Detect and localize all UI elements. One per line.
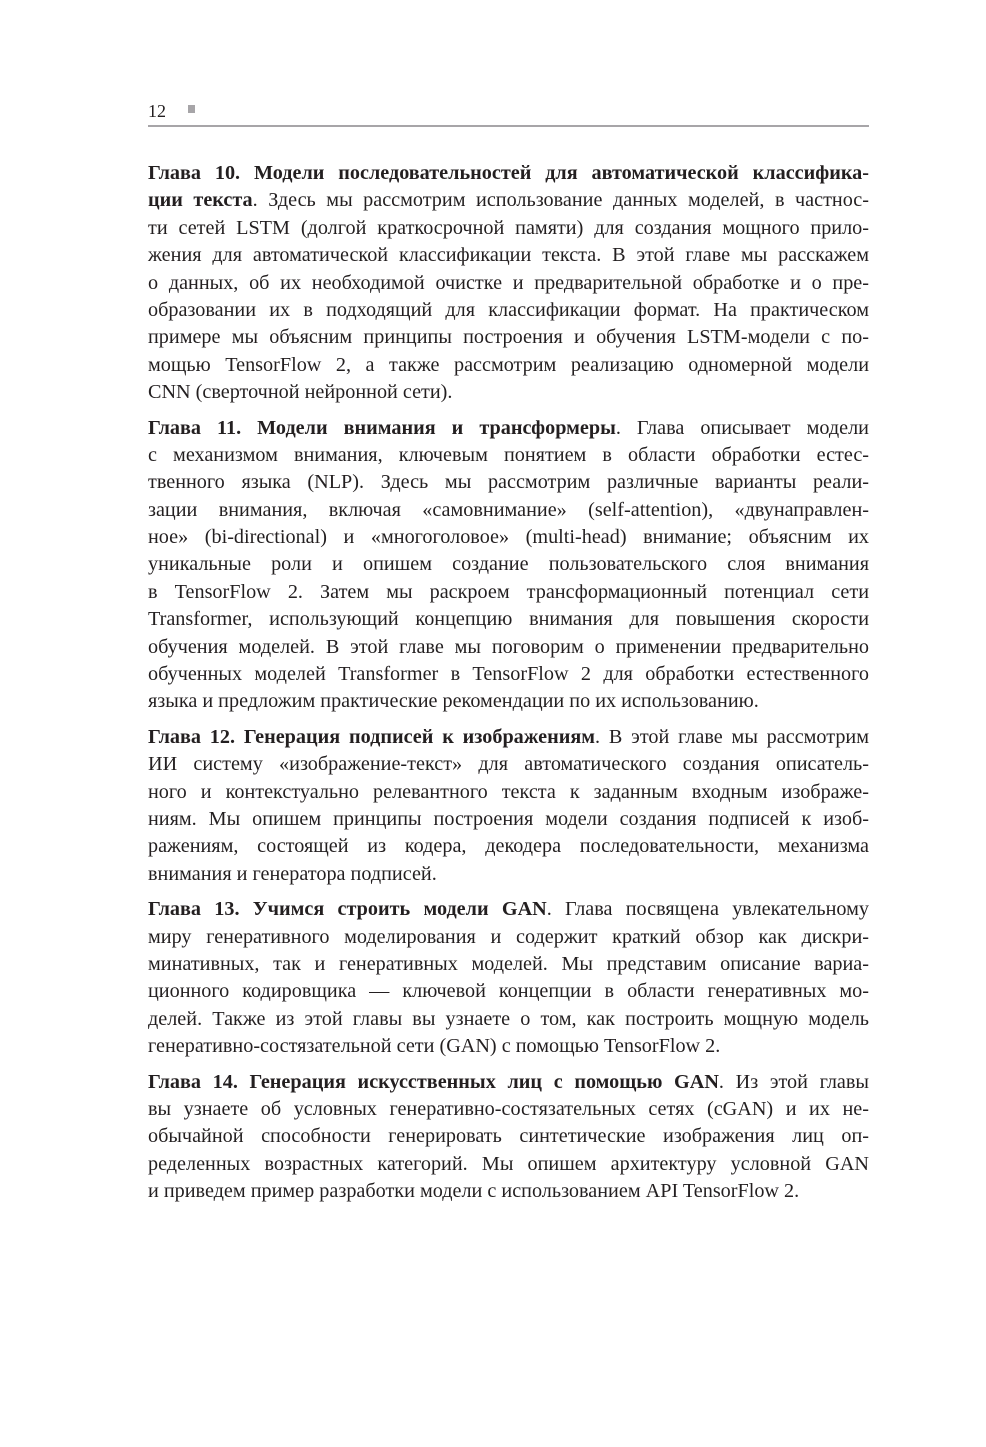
text-line-content <box>148 187 869 214</box>
body-text: уникальные роли и опишем создание пользовательского слоя внимания <box>148 553 869 576</box>
page-header <box>148 98 869 128</box>
text-line <box>148 978 869 1005</box>
text-line-content <box>148 469 869 496</box>
text-line <box>148 469 869 496</box>
body-text: ниям. Мы опишем принципы построения модели создания подписей к изоб- <box>148 807 869 830</box>
text-line-content <box>148 270 869 297</box>
text-line <box>148 379 869 406</box>
text-line <box>148 751 869 778</box>
text-line <box>148 924 869 951</box>
body-text: ИИ систему «изображение-текст» для автоматического создания описатель- <box>148 753 869 776</box>
text-line-content <box>148 1069 869 1096</box>
text-line <box>148 1123 869 1150</box>
text-line <box>148 1069 869 1096</box>
body-text: жения для автоматической классификации текста. В этой главе мы расскажем <box>148 244 869 267</box>
chapter-description <box>148 160 869 407</box>
text-line-content <box>148 242 869 269</box>
text-line <box>148 833 869 860</box>
text-line-content <box>148 579 869 606</box>
text-line-content <box>148 688 869 715</box>
body-text: примере мы объясним принципы построения и обучения LSTM-модели с по- <box>148 326 869 349</box>
chapter-description <box>148 724 869 888</box>
body-text: образовании их в подходящий для классификации формат. На практическом <box>148 298 869 321</box>
text-line-content <box>148 379 869 406</box>
text-line-content <box>148 951 869 978</box>
chapter-description <box>148 1069 869 1206</box>
text-line <box>148 524 869 551</box>
body-text: мощью TensorFlow 2, а также рассмотрим реализацию одномерной модели <box>148 353 869 376</box>
text-line-content <box>148 215 869 242</box>
text-line <box>148 1006 869 1033</box>
chapter-title: ции текста <box>148 189 253 212</box>
body-text: ное» (bi-directional) и «многоголовое» (multi-head) внимание; объясним их <box>148 526 869 549</box>
chapter-title: Глава 12. Генерация подписей к изображениям <box>148 725 596 748</box>
body-text: ного и контекстуально релевантного текста к заданным входным изображе- <box>148 780 869 803</box>
page-body <box>148 160 869 1213</box>
text-line <box>148 324 869 351</box>
text-line-content <box>148 297 869 324</box>
text-line <box>148 215 869 242</box>
text-line <box>148 806 869 833</box>
text-line-content <box>148 896 869 923</box>
body-text: обычайной способности генерировать синтетические изображения лиц оп- <box>148 1125 869 1148</box>
body-text: делей. Также из этой главы вы узнаете о том, как построить мощную модель <box>148 1007 869 1030</box>
text-line-content <box>148 160 869 187</box>
text-line <box>148 1033 869 1060</box>
chapter-description <box>148 415 869 716</box>
body-text: обучения моделей. В этой главе мы поговорим о применении предварительно <box>148 635 869 658</box>
body-text: ражениям, состоящей из кодера, декодера последовательности, механизма <box>148 835 869 858</box>
body-text: и приведем пример разработки модели с использованием API TensorFlow 2. <box>148 1180 800 1203</box>
chapter-title: Глава 13. Учимся строить модели GAN <box>148 898 547 921</box>
body-text: . Глава посвящена увлекательному <box>546 898 869 921</box>
body-text: миру генеративного моделирования и содержит краткий обзор как дискри- <box>148 925 869 948</box>
text-line-content <box>148 751 869 778</box>
text-line-content <box>148 833 869 860</box>
body-text: зации внимания, включая «самовнимание» (self-attention), «двунаправлен- <box>148 498 869 521</box>
body-text: о данных, об их необходимой очистке и предварительной обработке и о пре- <box>148 271 869 294</box>
text-line <box>148 352 869 379</box>
body-text: с механизмом внимания, ключевым понятием в области обработки естес- <box>148 443 869 466</box>
text-line-content <box>148 924 869 951</box>
body-text: . В этой главе мы рассмотрим <box>595 725 870 748</box>
body-text: . Из этой главы <box>718 1070 869 1093</box>
chapter-title: Глава 14. Генерация искусственных лиц с помощью GAN <box>148 1070 719 1093</box>
body-text: ти сетей LSTM (долгой краткосрочной памяти) для создания мощного прило- <box>148 216 869 239</box>
text-line <box>148 661 869 688</box>
text-line-content <box>148 1006 869 1033</box>
body-text: в TensorFlow 2. Затем мы раскроем трансформационный потенциал сети <box>148 580 869 603</box>
text-line <box>148 442 869 469</box>
text-line <box>148 270 869 297</box>
text-line <box>148 634 869 661</box>
header-square-marker-icon <box>188 105 195 113</box>
body-text: обученных моделей Transformer в TensorFlow 2 для обработки естественного <box>148 663 869 686</box>
chapter-title: Глава 11. Модели внимания и трансформеры <box>148 416 616 439</box>
text-line-content <box>148 861 869 888</box>
body-text: внимания и генератора подписей. <box>148 862 437 885</box>
text-line-content <box>148 497 869 524</box>
text-line <box>148 896 869 923</box>
text-line <box>148 497 869 524</box>
text-line-content <box>148 524 869 551</box>
body-text: CNN (сверточной нейронной сети). <box>148 381 453 404</box>
body-text: генеративно-состязательной сети (GAN) с помощью TensorFlow 2. <box>148 1035 721 1058</box>
text-line-content <box>148 1123 869 1150</box>
text-line-content <box>148 442 869 469</box>
body-text: ределенных возрастных категорий. Мы опишем архитектуру условной GAN <box>148 1152 869 1175</box>
text-line-content <box>148 606 869 633</box>
text-line <box>148 724 869 751</box>
text-line-content <box>148 352 869 379</box>
text-line <box>148 951 869 978</box>
text-line <box>148 1151 869 1178</box>
text-line-content <box>148 724 869 751</box>
text-line <box>148 579 869 606</box>
body-text: вы узнаете об условных генеративно-состязательных сетях (cGAN) и их не- <box>148 1097 869 1120</box>
page-number: 12 <box>148 101 166 121</box>
body-text: Transformer, использующий концепцию внимания для повышения скорости <box>148 608 869 631</box>
text-line-content <box>148 415 869 442</box>
text-line <box>148 861 869 888</box>
text-line <box>148 1096 869 1123</box>
body-text: языка и предложим практические рекомендации по их использованию. <box>148 690 759 713</box>
text-line-content <box>148 324 869 351</box>
text-line <box>148 606 869 633</box>
text-line <box>148 688 869 715</box>
body-text: . Здесь мы рассмотрим использование данных моделей, в частнос- <box>252 189 869 212</box>
text-line <box>148 160 869 187</box>
text-line <box>148 415 869 442</box>
text-line <box>148 779 869 806</box>
text-line-content <box>148 634 869 661</box>
text-line-content <box>148 779 869 806</box>
body-text: ционного кодировщика — ключевой концепции в области генеративных мо- <box>148 980 869 1003</box>
chapter-description <box>148 896 869 1060</box>
text-line-content <box>148 1033 869 1060</box>
text-line <box>148 187 869 214</box>
body-text: . Глава описывает модели <box>615 416 869 439</box>
text-line <box>148 242 869 269</box>
text-line-content <box>148 1096 869 1123</box>
text-line <box>148 1178 869 1205</box>
text-line-content <box>148 1151 869 1178</box>
text-line-content <box>148 806 869 833</box>
text-line <box>148 551 869 578</box>
body-text: минативных, так и генеративных моделей. Мы представим описание вариа- <box>148 952 869 975</box>
header-rule <box>148 125 869 127</box>
text-line-content <box>148 1178 869 1205</box>
chapter-title: Глава 10. Модели последовательностей для автоматической классифика- <box>148 162 869 184</box>
text-line-content <box>148 551 869 578</box>
text-line-content <box>148 661 869 688</box>
text-line <box>148 297 869 324</box>
body-text: твенного языка (NLP). Здесь мы рассмотрим различные варианты реали- <box>148 471 869 494</box>
text-line-content <box>148 978 869 1005</box>
